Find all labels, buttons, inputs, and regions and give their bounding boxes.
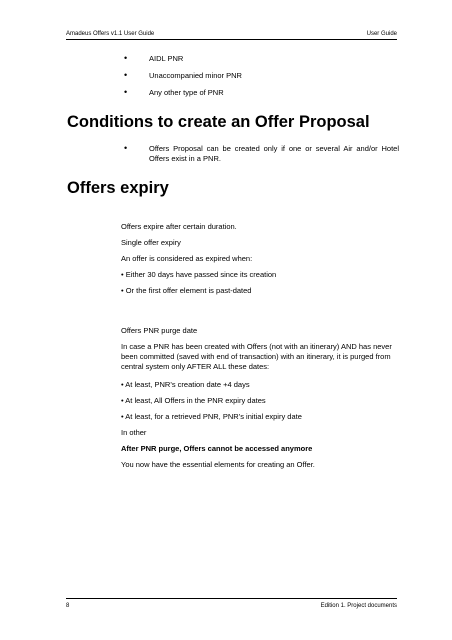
conditions-heading: Conditions to create an Offer Proposal xyxy=(67,113,370,131)
header-rule xyxy=(66,39,397,40)
closing-text: You now have the essential elements for creating an Offer. xyxy=(121,460,315,469)
in-other-text: In other xyxy=(121,428,147,437)
expiry-heading: Offers expiry xyxy=(67,179,169,197)
single-expiry-description: An offer is considered as expired when: xyxy=(121,254,253,263)
list-item: • AIDL PNR xyxy=(121,54,242,71)
after-purge-note: After PNR purge, Offers cannot be accessed anymore xyxy=(121,444,313,453)
single-expiry-point: • Either 30 days have passed since its creation xyxy=(121,270,277,279)
footer-edition: Edition 1. Project documents xyxy=(320,603,397,609)
page-number: 8 xyxy=(66,603,70,609)
purge-point: • At least, PNR’s creation date +4 days xyxy=(121,380,250,389)
conditions-list xyxy=(121,144,399,164)
pnr-type-list xyxy=(121,54,242,105)
list-item: • Unaccompanied minor PNR xyxy=(121,71,242,88)
footer-rule xyxy=(66,598,397,599)
single-expiry-point: • Or the first offer element is past-dated xyxy=(121,286,252,295)
purge-date-description: In case a PNR has been created with Offers (not with an itinerary) AND has never been committed (saved with end of transaction) with an itinerary, it is purged from central system only AFTER ALL these dates: xyxy=(121,342,392,371)
list-item: • Any other type of PNR xyxy=(121,88,242,105)
expiry-intro: Offers expire after certain duration. xyxy=(121,222,237,231)
list-item: • Offers Proposal can be created only if one or several Air and/or Hotel Offers exist in a PNR. xyxy=(121,144,399,164)
purge-point: • At least, for a retrieved PNR, PNR’s initial expiry date xyxy=(121,412,302,421)
single-expiry-title: Single offer expiry xyxy=(121,238,181,247)
header-section: User Guide xyxy=(366,31,397,37)
purge-date-title: Offers PNR purge date xyxy=(121,326,198,335)
header-title: Amadeus Offers v1.1 User Guide xyxy=(66,31,155,37)
purge-point: • At least, All Offers in the PNR expiry dates xyxy=(121,396,266,405)
